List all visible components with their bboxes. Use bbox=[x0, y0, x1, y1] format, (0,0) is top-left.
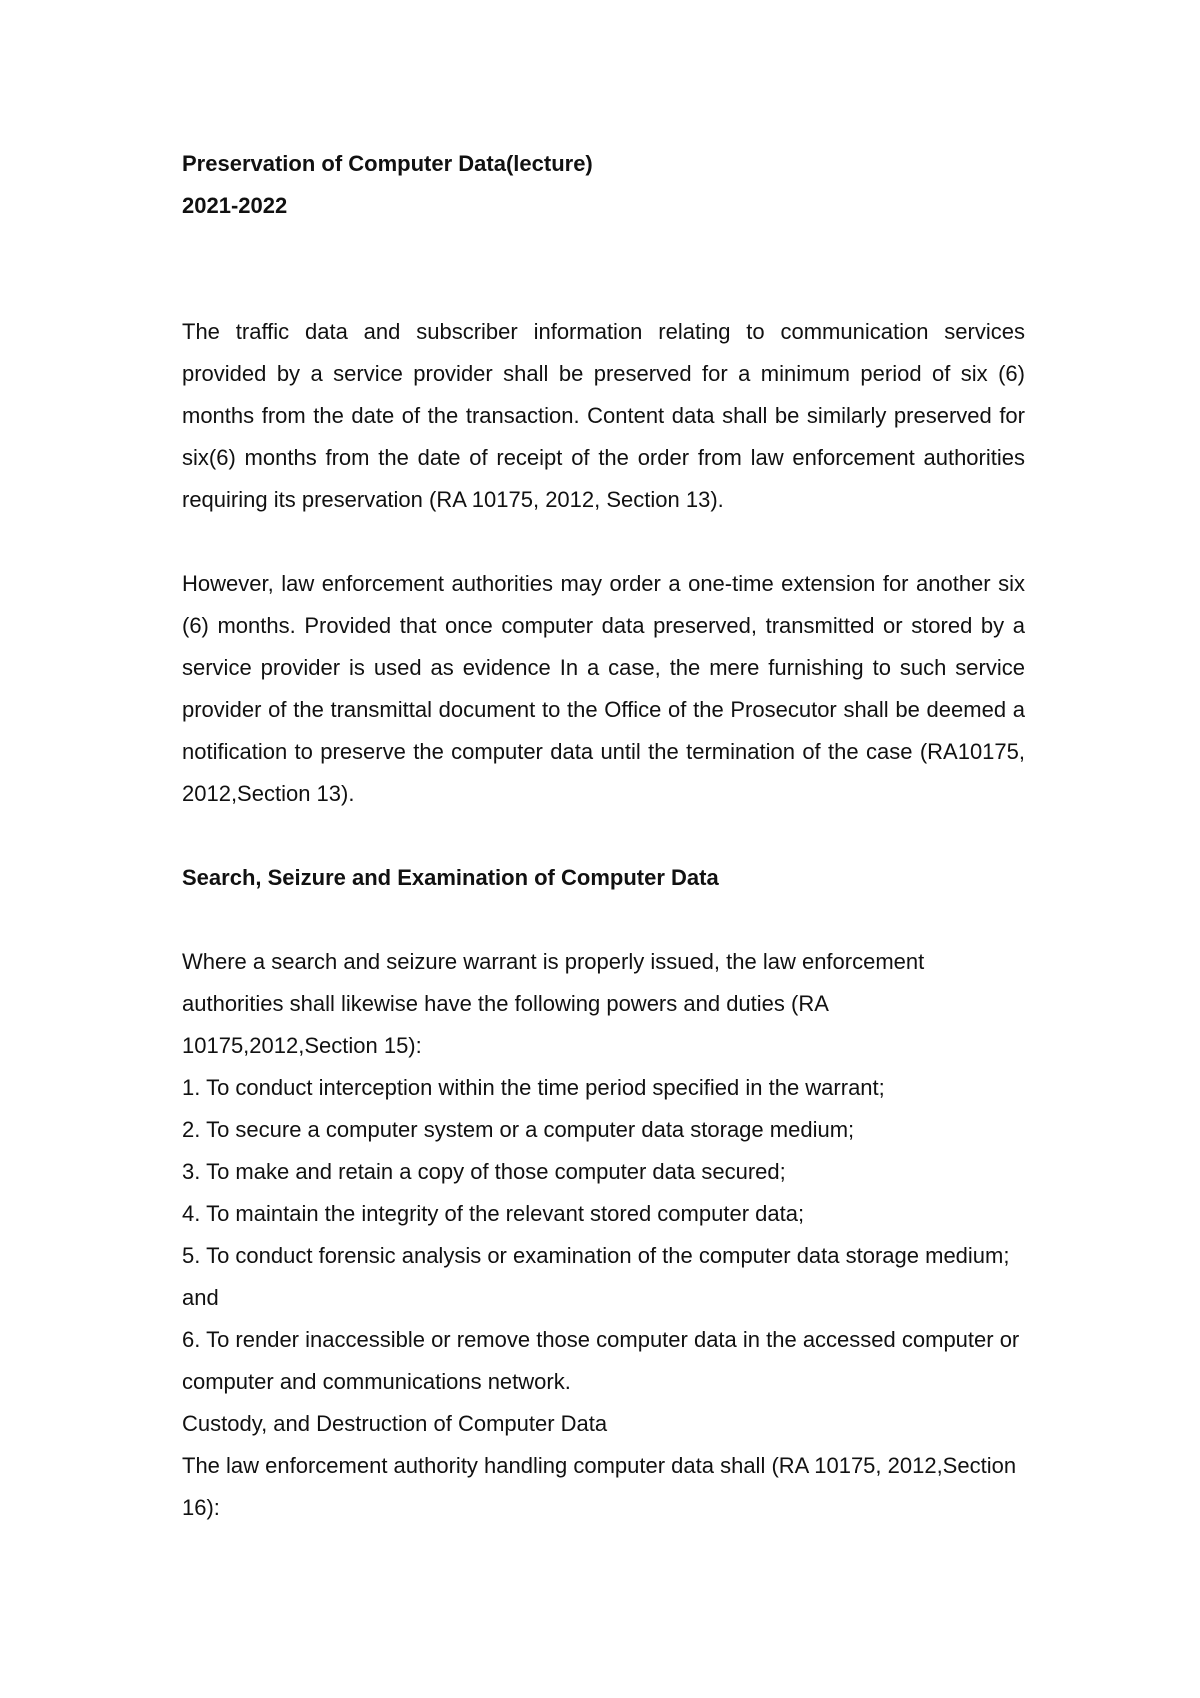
list-item: 5. To conduct forensic analysis or examination of the computer data storage medium; and bbox=[182, 1243, 1010, 1310]
paragraph-preservation: The traffic data and subscriber information relating to communication services provided by a service provider shall be preserved for a minimum period of six (6) months from the date of the transaction. Content data shall be similarly preserved for six(6) months from the date of receipt of the order from law enforcement authorities requiring its preservation (RA 10175, 2012, Section 13). bbox=[182, 319, 1025, 512]
list-item: 3. To make and retain a copy of those computer data secured; bbox=[182, 1159, 786, 1184]
spacer bbox=[182, 815, 1025, 857]
document-body bbox=[182, 143, 1025, 1529]
paragraph-warrant: Where a search and seizure warrant is properly issued, the law enforcement authorities shall likewise have the following powers and duties (RA 10175,2012,Section 15): bbox=[182, 949, 925, 1058]
spacer bbox=[182, 227, 1025, 311]
section-heading-search-seizure: Search, Seizure and Examination of Computer Data bbox=[182, 865, 719, 890]
paragraph-custody: The law enforcement authority handling computer data shall (RA 10175, 2012,Section 16): bbox=[182, 1453, 1017, 1520]
list-item: 1. To conduct interception within the time period specified in the warrant; bbox=[182, 1075, 885, 1100]
section-heading-custody: Custody, and Destruction of Computer Data bbox=[182, 1411, 608, 1436]
document-year: 2021-2022 bbox=[182, 193, 288, 218]
list-item: 6. To render inaccessible or remove those computer data in the accessed computer or computer and communications network. bbox=[182, 1327, 1020, 1394]
document-title: Preservation of Computer Data(lecture) bbox=[182, 151, 593, 176]
paragraph-extension: However, law enforcement authorities may order a one-time extension for another six (6) months. Provided that once computer data preserved, transmitted or stored by a service provider is used as evidence In a case, the mere furnishing to such service provider of the transmittal document to the Office of the Prosecutor shall be deemed a notification to preserve the computer data until the termination of the case (RA10175, 2012,Section 13). bbox=[182, 571, 1025, 806]
spacer bbox=[182, 899, 1025, 941]
list-item: 2. To secure a computer system or a computer data storage medium; bbox=[182, 1117, 855, 1142]
list-item: 4. To maintain the integrity of the relevant stored computer data; bbox=[182, 1201, 805, 1226]
spacer bbox=[182, 521, 1025, 563]
